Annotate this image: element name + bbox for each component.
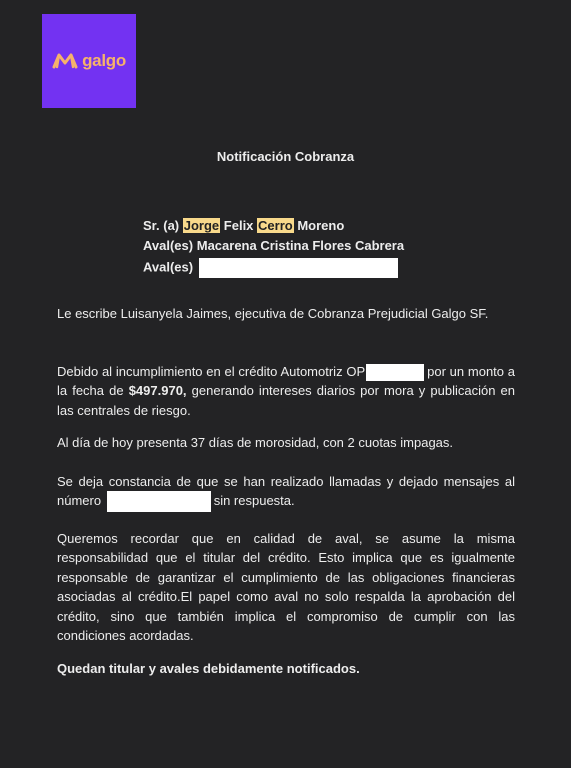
holder-second-last-name: Moreno	[297, 218, 345, 233]
guarantor-name: Macarena Cristina Flores Cabrera	[196, 238, 405, 253]
holder-last-name: Cerro	[258, 218, 293, 233]
redacted-operation-number	[366, 364, 424, 381]
redacted-guarantor-name	[199, 258, 398, 278]
guarantor-line	[143, 238, 404, 253]
calls-text-1: Se deja constancia de que se han realizado llamadas y dejado mensajes al número	[57, 474, 515, 509]
guarantor-role-paragraph: Queremos recordar que en calidad de aval, se asume la misma responsabilidad que el titular del crédito. Esto implica que es igualmente responsable de garantizar el cumplimiento de las obligaciones financieras asociadas al crédito.El papel como aval no solo respalda la aprobación del crédito, sino que también implica el compromiso de cumplir con las condiciones acordadas.	[57, 531, 515, 644]
calls-paragraph	[57, 472, 515, 512]
holder-first-name: Jorge	[183, 218, 220, 233]
page-title: Notificación Cobranza	[216, 149, 355, 164]
calls-text-2: sin respuesta.	[213, 493, 295, 509]
guarantor2-line	[143, 258, 398, 278]
galgo-logo	[42, 14, 136, 108]
guarantor-label: Aval(es)	[143, 238, 194, 253]
holder-line	[143, 218, 344, 233]
arrears-paragraph: Al día de hoy presenta 37 días de morosidad, con 2 cuotas impagas.	[57, 435, 454, 450]
debt-paragraph	[57, 362, 515, 420]
intro-paragraph: Le escribe Luisanyela Jaimes, ejecutiva de Cobranza Prejudicial Galgo SF.	[57, 306, 489, 321]
redacted-phone-number	[107, 491, 211, 512]
debt-amount: $497.970,	[128, 383, 187, 399]
notification-statement: Quedan titular y avales debidamente notificados.	[57, 661, 360, 676]
debt-text-1: Debido al incumplimiento en el crédito Automotriz OP	[57, 364, 366, 379]
debt-text-2: por un monto a la fecha de	[57, 364, 516, 399]
guarantor2-label: Aval(es)	[143, 259, 194, 275]
galgo-logo-icon	[52, 51, 78, 71]
holder-middle-name: Felix	[223, 218, 254, 233]
holder-prefix: Sr. (a)	[143, 218, 180, 233]
logo-text: galgo	[82, 51, 126, 70]
debt-text-3: generando intereses diarios por mora y publicación en las centrales de riesgo.	[57, 383, 515, 418]
